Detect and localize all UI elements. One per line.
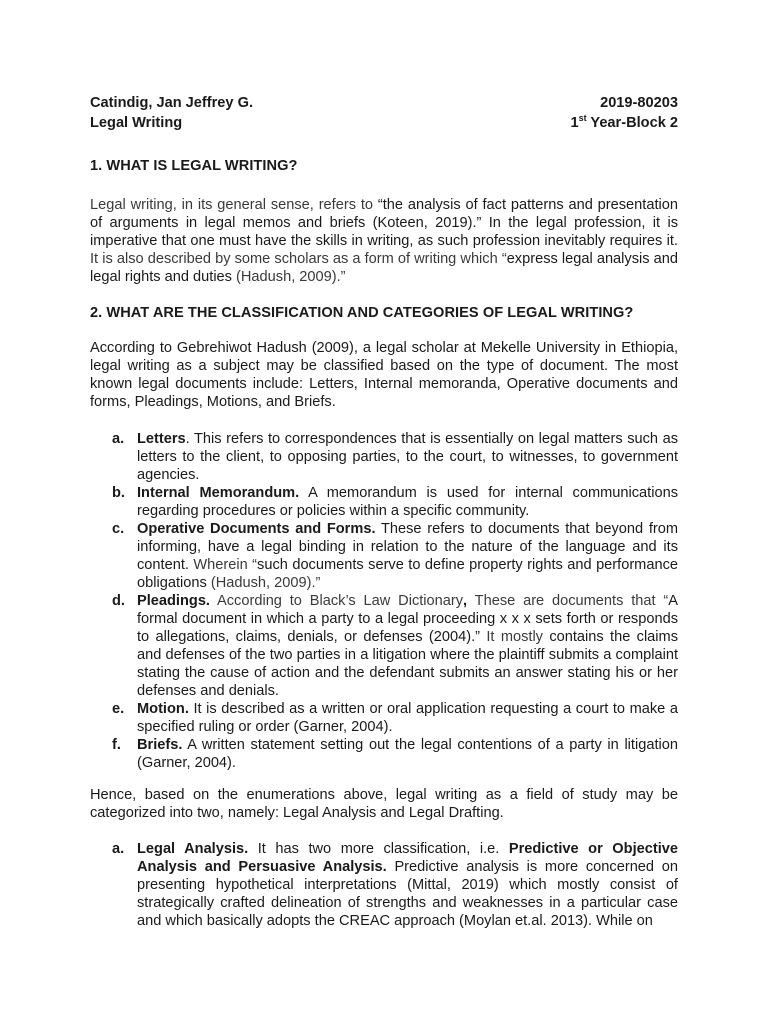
document-types-list: [90, 430, 678, 772]
section2-intro: According to Gebrehiwot Hadush (2009), a legal scholar at Mekelle University in Ethiopia, legal writing as a subject may be classified based on the type of document. The most known legal documents include: Letters, Internal memoranda, Operative documents and forms, Pleadings, Motions, and Briefs.: [90, 340, 678, 410]
author-name: Catindig, Jan Jeffrey G.: [90, 95, 254, 111]
list-item: e. Motion. It is described as a written or oral application requesting a court to make a specified ruling or order (Garner, 2004).: [112, 701, 678, 735]
header-row-2: [90, 113, 678, 133]
section1-paragraph: Legal writing, in its general sense, refers to “the analysis of fact patterns and presentation of arguments in legal memos and briefs (Koteen, 2019).” In the legal profession, it is imperative that one must have the skills in writing, as such profession inevitably requires it. It is also described by some scholars as a form of writing which “express legal analysis and legal rights and duties (Hadush, 2009).”: [90, 197, 678, 285]
course-subject: Legal Writing: [90, 115, 183, 131]
categories-list: [90, 840, 678, 930]
list-item: f. Briefs. A written statement setting out the legal contentions of a party in litigation (Garner, 2004).: [112, 737, 678, 771]
section1-heading: 1. WHAT IS LEGAL WRITING?: [90, 158, 298, 174]
document-header: [90, 93, 678, 133]
list-item: a. Letters. This refers to correspondences that is essentially on legal matters such as letters to the client, to opposing parties, to the court, to witnesses, to government agencies.: [112, 431, 678, 483]
list-item: b. Internal Memorandum. A memorandum is used for internal communications regarding procedures or policies within a specific community.: [112, 485, 678, 519]
list-item: d. Pleadings. According to Black’s Law Dictionary, These are documents that “A formal document in which a party to a legal proceeding x x x sets forth or responds to allegations, claims, denials, or defenses (2004).” It mostly contains the claims and defenses of the two parties in a litigation where the plaintiff submits a complaint stating the cause of action and the defendant submits an answer stating his or her defenses and denials.: [112, 593, 678, 699]
hence-paragraph: Hence, based on the enumerations above, legal writing as a field of study may be categorized into two, namely: Legal Analysis and Legal Drafting.: [90, 787, 678, 821]
year-block: 1st Year-Block 2: [570, 113, 678, 131]
list-item: a. Legal Analysis. It has two more classification, i.e. Predictive or Objective Analysis and Persuasive Analysis. Predictive analysis is more concerned on presenting hypothetical interpretations (Mittal, 2019) which mostly consist of strategically crafted delineation of strengths and weaknesses in a particular case and which basically adopts the CREAC approach (Moylan et.al. 2013). While on: [112, 841, 678, 929]
student-id: 2019-80203: [600, 95, 678, 111]
list-item: c. Operative Documents and Forms. These refers to documents that beyond from informing, have a legal binding in relation to the nature of the language and its content. Wherein “such documents serve to define property rights and performance obligations (Hadush, 2009).”: [112, 521, 679, 591]
header-row-1: [90, 93, 678, 113]
section2-heading: 2. WHAT ARE THE CLASSIFICATION AND CATEGORIES OF LEGAL WRITING?: [90, 305, 634, 321]
